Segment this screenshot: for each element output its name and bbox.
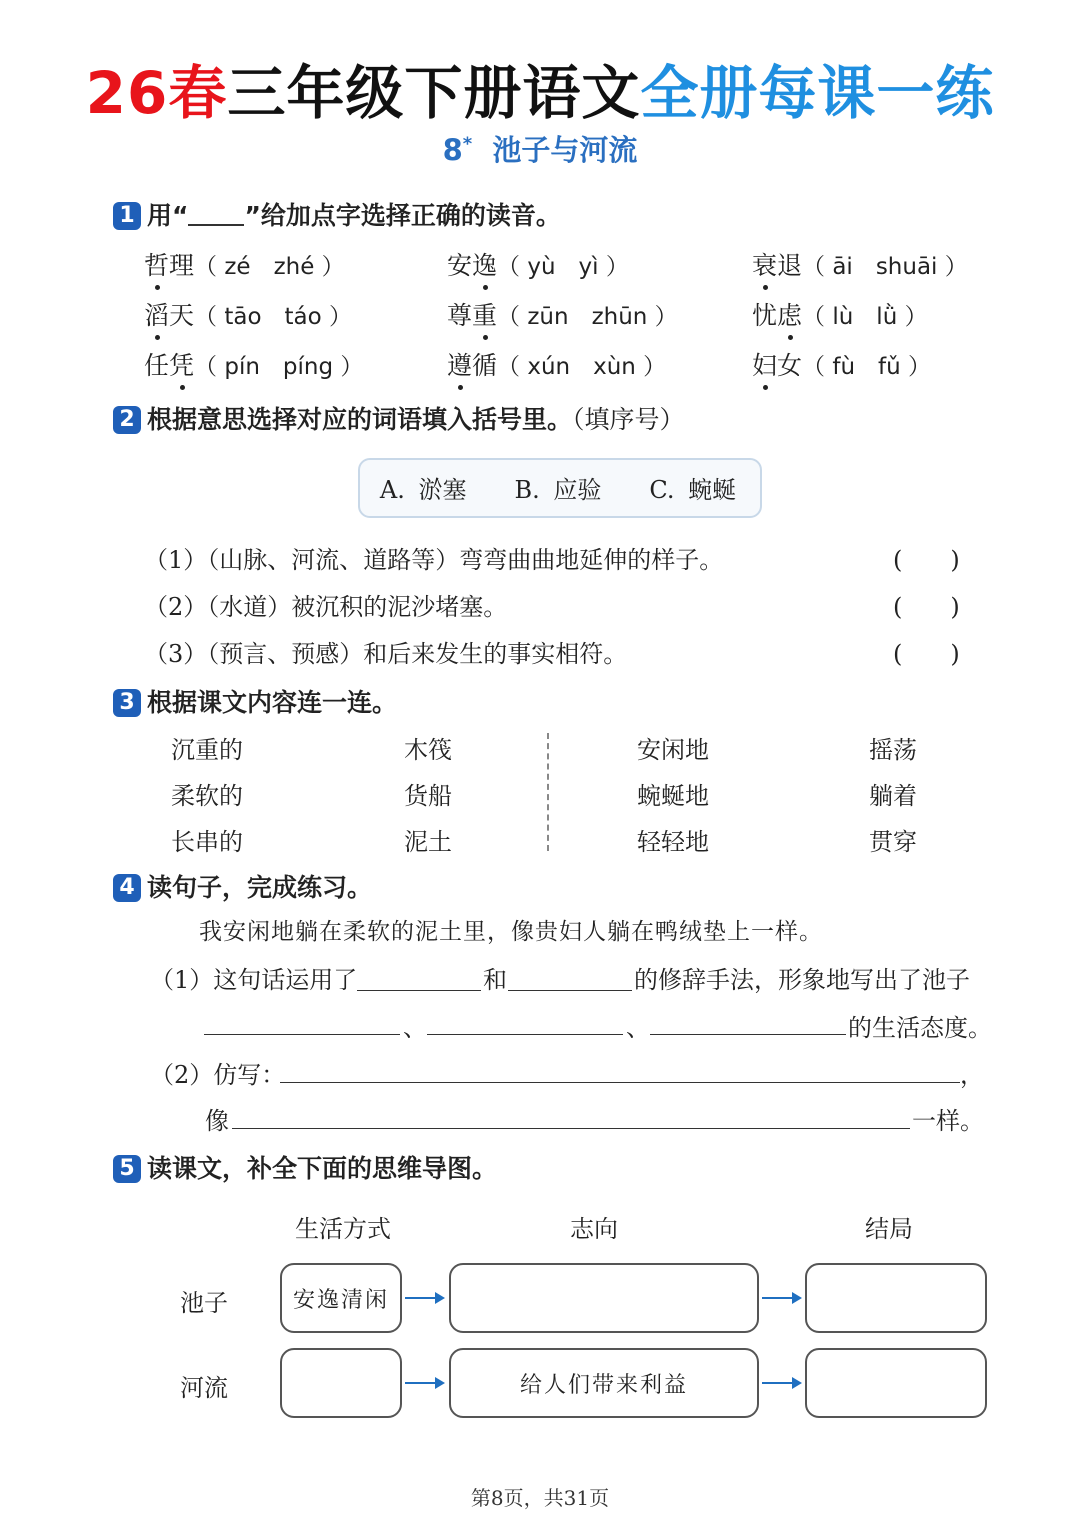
match-right-word[interactable]: 安闲地 (637, 736, 709, 764)
plain-char: 理 (169, 251, 195, 280)
mindmap-box-pond-ambition[interactable] (449, 1263, 759, 1333)
match-left-word[interactable]: 沉重的 (171, 736, 243, 764)
fill-line[interactable] (427, 1034, 623, 1035)
answer-paren-2[interactable]: ( ) (893, 593, 960, 621)
mindmap-box-river-ambition: 给人们带来利益 (449, 1348, 759, 1418)
match-right-target[interactable]: 躺着 (869, 782, 917, 810)
q2-item-1: （1）（山脉、河流、道路等）弯弯曲曲地延伸的样子。 (144, 546, 724, 574)
fill-line[interactable] (204, 1034, 400, 1035)
match-right-word[interactable]: 轻轻地 (637, 828, 709, 856)
fill-line[interactable] (508, 990, 632, 991)
q5-number-badge: 5 (113, 1155, 141, 1183)
q4-s1-and: 和 (483, 966, 507, 994)
plain-char: 女 (777, 351, 803, 380)
lesson-title (0, 128, 1080, 169)
plain-char: 循 (472, 351, 498, 380)
mindmap-header-ending: 结局 (865, 1215, 913, 1243)
plain-char: 天 (169, 301, 195, 330)
arrow-icon (762, 1382, 800, 1384)
match-right-target[interactable]: 摇荡 (869, 736, 917, 764)
pinyin-choices: （ lù lǜ ） (802, 304, 928, 330)
pinyin-choices: （ pín píng ） (194, 354, 364, 380)
q4-number-badge: 4 (113, 874, 141, 902)
pinyin-choices: （ xún xùn ） (497, 354, 667, 380)
fill-line[interactable] (357, 990, 481, 991)
options-text: A. 淤塞 B. 应验 C. 蜿蜒 (379, 476, 737, 504)
arrow-icon (405, 1297, 443, 1299)
plain-char: 安 (447, 251, 473, 280)
q1-number-badge: 1 (113, 202, 141, 230)
dotted-char: 妇 (752, 346, 777, 382)
answer-paren-1[interactable]: ( ) (893, 546, 960, 574)
q1-heading (113, 196, 561, 232)
dotted-char: 哲 (144, 246, 169, 282)
q1-item (752, 246, 968, 282)
fill-line[interactable] (280, 1082, 960, 1083)
banner-title (0, 58, 1080, 128)
dotted-char: 凭 (169, 346, 194, 382)
q1-item (447, 346, 666, 382)
match-left-word[interactable]: 长串的 (171, 828, 243, 856)
pinyin-choices: （ yù yì ） (497, 254, 629, 280)
plain-char: 尊 (447, 301, 473, 330)
mindmap-row-label-pond: 池子 (180, 1289, 228, 1317)
lesson-name: 池子与河流 (492, 133, 638, 167)
arrow-icon (405, 1382, 443, 1384)
mindmap-box-pond-ending[interactable] (805, 1263, 987, 1333)
q2-text: 根据意思选择对应的词语填入括号里。 (147, 405, 573, 434)
q1-text-a: 用“ (147, 201, 189, 230)
dotted-char: 遵 (447, 346, 472, 382)
q4-text: 读句子，完成练习。 (147, 873, 373, 902)
q1-item (752, 346, 931, 382)
q4-quote: 我安闲地躺在柔软的泥土里，像贵妇人躺在鸭绒垫上一样。 (199, 919, 823, 945)
q3-text: 根据课文内容连一连。 (147, 688, 398, 717)
plain-char: 忧 (752, 301, 778, 330)
q4-sep: 、 (403, 1014, 427, 1042)
match-right-word[interactable]: 蜿蜒地 (637, 782, 709, 810)
dotted-char: 重 (472, 296, 497, 332)
q1-item (752, 296, 928, 332)
q1-text-b: ”给加点字选择正确的读音。 (244, 201, 561, 230)
banner-grade: 26春 (85, 59, 228, 127)
q4-s2-end: 一样。 (912, 1107, 984, 1135)
match-left-target[interactable]: 泥土 (404, 828, 452, 856)
q2-item-3: （3）（预言、预感）和后来发生的事实相符。 (144, 640, 628, 668)
q2-heading (113, 400, 685, 436)
q2-item-2: （2）（水道）被沉积的泥沙堵塞。 (144, 593, 508, 621)
fill-line[interactable] (650, 1034, 846, 1035)
match-left-word[interactable]: 柔软的 (171, 782, 243, 810)
banner-subject: 三年级下册语文 (227, 59, 641, 127)
q4-s2-comma: ， (960, 1061, 984, 1089)
answer-paren-3[interactable]: ( ) (893, 640, 960, 668)
q4-s2-prefix: （2）仿写： (150, 1061, 286, 1089)
q1-item (144, 346, 363, 382)
fill-line[interactable] (232, 1128, 910, 1129)
q1-item (447, 296, 678, 332)
mindmap-box-river-lifestyle[interactable] (280, 1348, 402, 1418)
q4-heading (113, 868, 372, 904)
pinyin-choices: （ zūn zhūn ） (497, 304, 678, 330)
mindmap-header-lifestyle: 生活方式 (295, 1215, 391, 1243)
q3-number-badge: 3 (113, 689, 141, 717)
match-right-target[interactable]: 贯穿 (869, 828, 917, 856)
q2-note: （填序号） (572, 405, 685, 434)
arrow-icon (762, 1297, 800, 1299)
pinyin-choices: （ zé zhé ） (194, 254, 345, 280)
plain-char: 退 (777, 251, 803, 280)
q4-s2-like: 像 (205, 1107, 229, 1135)
pinyin-choices: （ āi shuāi ） (802, 254, 968, 280)
dotted-char: 逸 (472, 246, 497, 282)
pinyin-choices: （ tāo táo ） (194, 304, 353, 330)
q4-s1-prefix: （1）这句话运用了 (150, 966, 358, 994)
q2-number-badge: 2 (113, 406, 141, 434)
q1-item (144, 246, 345, 282)
dotted-char: 衰 (752, 246, 777, 282)
banner-series: 全册每课一练 (640, 59, 995, 127)
q5-text: 读课文，补全下面的思维导图。 (147, 1154, 498, 1183)
q1-blank-sample (188, 204, 244, 226)
pinyin-choices: （ fù fǔ ） (802, 354, 932, 380)
dotted-char: 滔 (144, 296, 169, 332)
mindmap-header-ambition: 志向 (570, 1215, 618, 1243)
dotted-char: 虑 (777, 296, 802, 332)
match-left-target[interactable]: 木筏 (404, 736, 452, 764)
q4-sep: 、 (626, 1014, 650, 1042)
mindmap-row-label-river: 河流 (180, 1374, 228, 1402)
match-left-target[interactable]: 货船 (404, 782, 452, 810)
page-footer: 第8页，共31页 (470, 1486, 610, 1510)
lesson-number: 8 (442, 133, 463, 167)
q4-s1-rest: 的修辞手法，形象地写出了池子 (634, 966, 970, 994)
q1-item (144, 296, 352, 332)
lesson-star: * (462, 133, 473, 155)
q4-s1-end: 的生活态度。 (848, 1014, 992, 1042)
q5-heading (113, 1149, 497, 1185)
match-divider (547, 733, 549, 851)
q1-item (447, 246, 629, 282)
plain-char: 任 (144, 351, 170, 380)
mindmap-box-river-ending[interactable] (805, 1348, 987, 1418)
mindmap-box-pond-lifestyle: 安逸清闲 (280, 1263, 402, 1333)
q3-heading (113, 683, 397, 719)
